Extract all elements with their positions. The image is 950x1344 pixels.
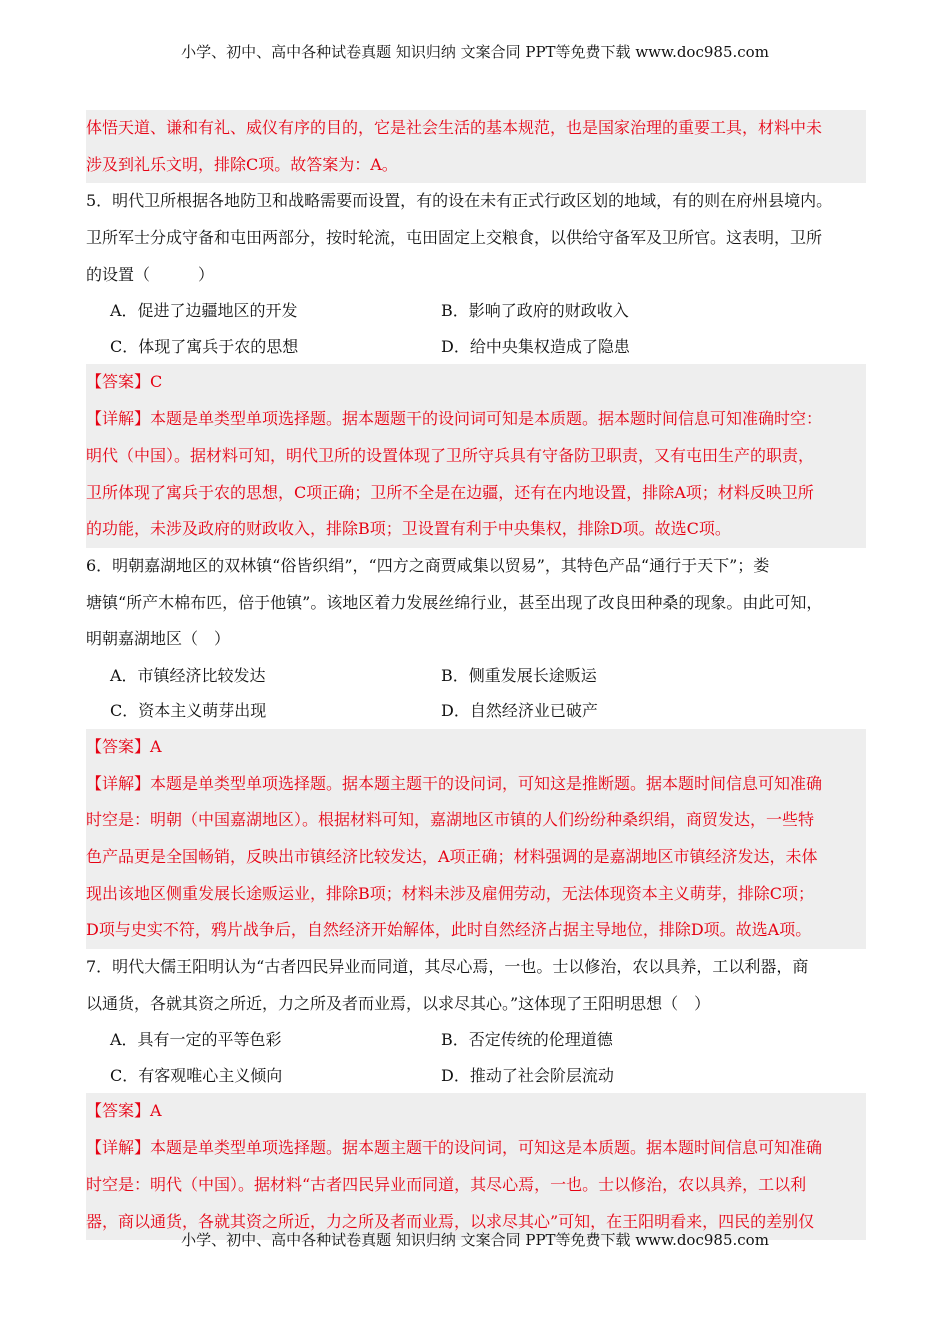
question-stem-line: 以通货，各就其资之所近，力之所及者而业焉，以求尽其心。”这体现了王阳明思想（ ） bbox=[86, 993, 711, 1013]
question-6 bbox=[86, 548, 866, 949]
option-a: A．市镇经济比较发达 bbox=[110, 665, 266, 685]
answer-block bbox=[86, 1093, 866, 1240]
explanation-line: 【详解】本题是单类型单项选择题。据本题主题干的设问词，可知这是本质题。据本题时间信息可知准确 bbox=[86, 1138, 823, 1158]
option-d: D．给中央集权造成了隐患 bbox=[441, 336, 630, 356]
prev-explanation bbox=[86, 110, 866, 183]
option-c: C．有客观唯心主义倾向 bbox=[110, 1065, 283, 1085]
explanation-line: 色产品更是全国畅销，反映出市镇经济比较发达，A项正确；材料强调的是嘉湖地区市镇经济发达，未体 bbox=[86, 847, 818, 866]
explanation-line: 时空是：明代（中国）。据材料“古者四民异业而同道，其尽心焉，一也。士以修治，农以具养，工以利 bbox=[86, 1174, 807, 1194]
answer-label: 【答案】A bbox=[86, 1101, 162, 1121]
explanation-line: 【详解】本题是单类型单项选择题。据本题主题干的设问词，可知这是推断题。据本题时间信息可知准确 bbox=[86, 773, 823, 793]
answer-label: 【答案】A bbox=[86, 736, 162, 756]
option-d: D．推动了社会阶层流动 bbox=[441, 1065, 614, 1085]
option-b: B．侧重发展长途贩运 bbox=[441, 665, 597, 685]
options-row bbox=[86, 1022, 866, 1058]
options-row bbox=[86, 693, 866, 729]
option-c: C．资本主义萌芽出现 bbox=[110, 701, 267, 721]
question-stem-line: 明朝嘉湖地区（ ） bbox=[86, 629, 231, 649]
answer-label: 【答案】C bbox=[86, 372, 163, 392]
question-stem-line: 5．明代卫所根据各地防卫和战略需要而设置，有的设在未有正式行政区划的地域，有的则在府州县境内。 bbox=[86, 191, 833, 211]
question-stem-line: 7．明代大儒王阳明认为“古者四民异业而同道，其尽心焉，一也。士以修治，农以具养，工以利器，商 bbox=[86, 957, 809, 977]
options-row bbox=[86, 293, 866, 329]
option-a: A．具有一定的平等色彩 bbox=[110, 1030, 282, 1050]
explanation-line: 【详解】本题是单类型单项选择题。据本题题干的设问词可知是本质题。据本题时间信息可知准确时空： bbox=[86, 409, 823, 429]
explanation-line: 现出该地区侧重发展长途贩运业，排除B项；材料未涉及雇佣劳动，无法体现资本主义萌芽，排除C项； bbox=[86, 883, 815, 903]
option-c: C．体现了寓兵于农的思想 bbox=[110, 336, 299, 356]
page-header: 小学、初中、高中各种试卷真题 知识归纳 文案合同 PPT等免费下载 www.doc985.com bbox=[181, 43, 769, 61]
explanation-line: 体悟天道、谦和有礼、威仪有序的目的，它是社会生活的基本规范，也是国家治理的重要工具，材料中未 bbox=[86, 118, 823, 137]
explanation-line: 涉及到礼乐文明，排除C项。故答案为：A。 bbox=[86, 154, 398, 174]
explanation-line: 器，商以通货，各就其资之所近，力之所及者而业焉，以求尽其心”可知，在王阳明看来，四民的差别仅 bbox=[86, 1211, 815, 1231]
option-b: B．影响了政府的财政收入 bbox=[441, 301, 629, 321]
question-7 bbox=[86, 949, 866, 1240]
question-stem-line: 塘镇“所产木棉布匹，倍于他镇”。该地区着力发展丝绵行业，甚至出现了改良田种桑的现象。由此可知， bbox=[86, 592, 823, 612]
answer-block bbox=[86, 729, 866, 949]
options-row bbox=[86, 658, 866, 694]
question-stem-line: 的设置（ ） bbox=[86, 264, 215, 284]
question-5 bbox=[86, 183, 866, 548]
page-footer: 小学、初中、高中各种试卷真题 知识归纳 文案合同 PPT等免费下载 www.doc985.com bbox=[181, 1231, 769, 1249]
option-d: D．自然经济业已破产 bbox=[441, 701, 598, 721]
page-content bbox=[86, 110, 866, 1240]
explanation-line: 明代（中国）。据材料可知，明代卫所的设置体现了卫所守兵具有守备防卫职责，又有屯田生产的职责， bbox=[86, 445, 815, 465]
explanation-line: 卫所体现了寓兵于农的思想，C项正确；卫所不全是在边疆，还有在内地设置，排除A项；材料反映卫所 bbox=[86, 482, 814, 502]
explanation-line: 的功能，未涉及政府的财政收入，排除B项；卫设置有利于中央集权，排除D项。故选C项。 bbox=[86, 519, 731, 539]
options-row bbox=[86, 1058, 866, 1094]
option-b: B．否定传统的伦理道德 bbox=[441, 1030, 613, 1050]
question-stem-line: 卫所军士分成守备和屯田两部分，按时轮流，屯田固定上交粮食，以供给守备军及卫所官。这表明，卫所 bbox=[86, 228, 823, 248]
option-a: A．促进了边疆地区的开发 bbox=[110, 301, 298, 321]
question-stem-line: 6．明朝嘉湖地区的双林镇“俗皆织绢”，“四方之商贾咸集以贸易”，其特色产品“通行于天下”；娄 bbox=[86, 555, 770, 575]
options-row bbox=[86, 329, 866, 365]
explanation-line: 时空是：明朝（中国嘉湖地区）。根据材料可知，嘉湖地区市镇的人们纷纷种桑织绢，商贸发达，一些特 bbox=[86, 810, 815, 830]
answer-block bbox=[86, 364, 866, 547]
explanation-line: D项与史实不符，鸦片战争后，自然经济开始解体，此时自然经济占据主导地位，排除D项。故选A项。 bbox=[86, 920, 812, 940]
